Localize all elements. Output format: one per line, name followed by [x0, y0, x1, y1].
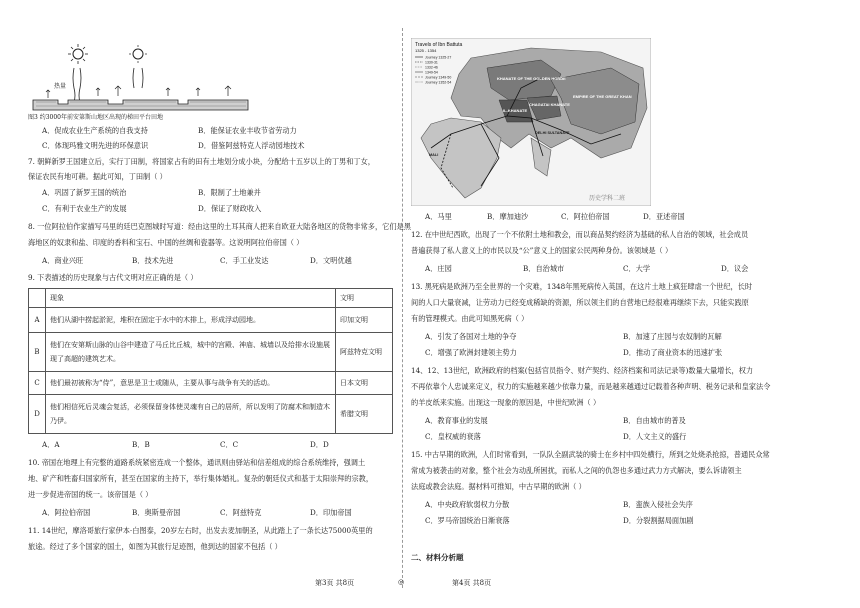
q7-option-b[interactable]: B．限制了土地兼并	[198, 188, 261, 197]
row-phenomenon: 他们在安第斯山脉的山谷中建造了马丘比丘城，城中的宫殿、神庙、城墙以及给排水设施展现了高超的建筑艺术。	[46, 333, 336, 372]
q8-option-a[interactable]: A．商业兴旺	[42, 256, 84, 265]
ibn-battuta-travel-map	[411, 38, 651, 206]
q7-option-d[interactable]: D．保证了财政收入	[198, 204, 262, 213]
legend-item: Journey 1349-50	[425, 75, 452, 80]
q9-stem: 9. 下表描述的历史现象与古代文明对应正确的是（ ）	[28, 273, 198, 282]
legend-item: 1330-31	[425, 60, 438, 65]
terrace-farming-figure	[28, 38, 258, 118]
region-mali: MALI	[429, 153, 439, 157]
q15-option-d[interactable]: D．分裂割据局面加剧	[623, 516, 694, 525]
q11-option-c[interactable]: C．阿拉伯帝国	[561, 212, 610, 221]
table-header-civilization: 文明	[336, 289, 393, 308]
q8-option-d[interactable]: D．文明优越	[310, 256, 352, 265]
q7-option-c[interactable]: C．有利于农业生产的发展	[42, 204, 127, 213]
legend-item: Journey 1325-27	[425, 55, 452, 60]
q13-text-2: 间的人口大量衰减，让劳动力已经变成稀缺的资源，所以领主们的自营地已经很难再继续下去，只能实践原	[411, 298, 749, 307]
q11-option-a[interactable]: A．马里	[425, 212, 452, 221]
q11-option-b[interactable]: B．摩加迪沙	[487, 212, 529, 221]
table-header-row	[29, 289, 393, 308]
q12-option-b[interactable]: B．自治城市	[523, 264, 565, 273]
q9-option-c[interactable]: C．C	[220, 440, 239, 449]
q13-option-d[interactable]: D．推动了商业资本的迅速扩张	[623, 348, 723, 357]
q13-option-c[interactable]: C．增强了欧洲封建领主势力	[425, 348, 517, 357]
q12-text-1: 12. 在中世纪西欧，出现了一个不依附土地和教会，而以商品契约经济为基础的私人自治的领域，社会成员	[411, 230, 749, 239]
table-row	[29, 395, 393, 434]
heat-label: 热量	[54, 83, 67, 90]
q9-option-a[interactable]: A．A	[42, 440, 60, 449]
q6-option-d[interactable]: D．借鉴阿兹特克人浮动园地技术	[198, 141, 305, 150]
row-label: C	[29, 372, 46, 395]
figure-caption: 图3 约3000年前安第斯山地区出现的梯田平台田地	[28, 114, 163, 121]
q14-text-2: 不再依靠个人忠诚来定义，权力的实施越来越少依靠力量，而是越来越通过记载着各种声明、税务记录和皇家法令	[411, 382, 771, 391]
q6-option-a[interactable]: A．促成农业生产系统的自我支持	[42, 126, 148, 135]
q7-option-a[interactable]: A．巩固了新罗王国的统治	[42, 188, 127, 197]
row-phenomenon: 他们从湖中捞起淤泥，堆积在固定于水中的木排上，形成浮动园地。	[46, 308, 336, 333]
column-divider	[402, 28, 403, 588]
q10-option-d[interactable]: D．印加帝国	[310, 508, 352, 517]
footer-page-left: 第3页 共8页	[315, 579, 355, 587]
heat-arrows-icon	[73, 68, 143, 102]
q6-option-c[interactable]: C．体现玛雅文明先进的环保意识	[42, 141, 149, 150]
q8-option-b[interactable]: B．技术先进	[132, 256, 174, 265]
row-label: D	[29, 395, 46, 434]
q15-option-a[interactable]: A．中央政府软弱权力分散	[425, 500, 510, 509]
row-label: B	[29, 333, 46, 372]
q8-option-c[interactable]: C．手工业发达	[220, 256, 269, 265]
q12-option-c[interactable]: C．大学	[623, 264, 651, 273]
q14-text-3: 的羊皮纸来实施。出现这一现象的原因是，中世纪欧洲（ ）	[411, 398, 601, 407]
q15-option-c[interactable]: C．罗马帝国统治日渐衰落	[425, 516, 510, 525]
q12-text-2: 普遍获得了私人意义上的市民以及“公”意义上的国家公民两种身份。该领域是（ ）	[411, 246, 673, 255]
moon-icon	[129, 45, 147, 63]
q11-option-d[interactable]: D．亚述帝国	[643, 212, 685, 221]
q10-option-c[interactable]: C．阿兹特克	[220, 508, 262, 517]
q7-text-1: 7. 朝鲜新罗王国建立后，实行丁田制，将国家占有的田有土地划分成小块，分配给十五岁以上的丁男和丁女，	[28, 157, 375, 166]
map-title: Travels of Ibn Battuta	[415, 42, 463, 48]
q14-text-1: 14、12、13世纪，欧洲政府的档案(包括官员指令、财产契约、经济档案和司法记录等)数量大量增长，权力	[411, 366, 754, 375]
q10-option-b[interactable]: B．奥斯曼帝国	[132, 508, 181, 517]
legend-item: 1332-46	[425, 65, 438, 70]
map-years: 1325 - 1354	[415, 48, 437, 53]
table-header-phenomenon: 现象	[46, 289, 336, 308]
q8-text-1: 8. 一位阿拉伯作家描写马里的廷巴克图城时写道：经由这里的土耳其商人把来自欧亚大陆各地区的货物非常多，它们是黑	[28, 222, 411, 231]
q12-option-d[interactable]: D．议会	[721, 264, 749, 273]
q15-text-2: 常成为被袭击的对象，整个社会为动乱所困扰，而私人之间的仇怨也多通过武力方式解决，要么诉请领主	[411, 466, 742, 475]
table-row	[29, 333, 393, 372]
sun-icon	[68, 44, 88, 64]
q9-option-d[interactable]: D．D	[310, 440, 329, 449]
region-delhi: DELHI SULTANATE	[535, 131, 570, 135]
q14-option-a[interactable]: A．教育事业的发展	[425, 416, 488, 425]
row-phenomenon: 他们最初被称为“侍”，意思是卫士或随从，主要从事与战争有关的活动。	[46, 372, 336, 395]
q13-text-3: 有的管理模式。由此可知黑死病（ ）	[411, 314, 529, 323]
row-phenomenon: 他们相信死后灵魂会复活，必须保留身体使灵魂有自己的居所，所以发明了防腐术和制造木乃伊。	[46, 395, 336, 434]
region-great-khan: EMPIRE OF THE GREAT KHAN	[573, 94, 632, 99]
q10-text-2: 地、矿产和牲畜归国家所有，甚至在国家的主持下，举行集体婚礼。复杂的朝廷仪式和基于太阳崇拜的宗教，	[28, 474, 374, 483]
q10-option-a[interactable]: A．阿拉伯帝国	[42, 508, 91, 517]
row-civilization: 希腊文明	[336, 395, 393, 434]
q10-text-1: 10. 帝国在地理上有完整的道路系统紧密连成一个整体，通讯则由驿站和信差组成的综合系统维持，强调土	[28, 458, 366, 467]
terrace-platforms	[33, 100, 248, 110]
row-civilization: 日本文明	[336, 372, 393, 395]
legend-item: Journey 1352-54	[425, 80, 452, 85]
q14-option-b[interactable]: B．自由城市的普及	[623, 416, 686, 425]
table-header-label	[29, 289, 46, 308]
q13-text-1: 13. 黑死病是欧洲乃至全世界的一个灾难，1348年黑死病传入英国，在这片土地上疯狂肆虐一个世纪，长时	[411, 282, 753, 291]
region-golden-horde: KHANATE OF THE GOLDEN HORDE	[497, 76, 566, 81]
table-row	[29, 308, 393, 333]
q13-option-b[interactable]: B．加速了庄园与农奴制的瓦解	[623, 332, 722, 341]
q12-option-a[interactable]: A．庄园	[425, 264, 452, 273]
region-chagatai: CHAGATAI KHANATE	[529, 102, 570, 107]
q14-option-c[interactable]: C．皇权威的衰落	[425, 432, 481, 441]
footer-separator-icon: ◎	[398, 578, 405, 586]
q9-table	[28, 288, 393, 434]
q11-text-2: 旅途。经过了多个国家的国土，如图为其旅行足迹图，他到达的国家不包括（ ）	[28, 542, 282, 551]
q11-text-1: 11. 14世纪，摩洛哥旅行家伊本·白图泰，20岁左右时，出发去麦加朝圣，从此踏上了一条长达75000英里的	[28, 526, 373, 535]
legend-item: 1349-54	[425, 70, 438, 75]
q8-text-2: 海地区的奴隶和盐、印度的香料和宝石、中国的丝绸和瓷器等。这说明阿拉伯帝国（ ）	[28, 238, 304, 247]
q9-option-b[interactable]: B．B	[132, 440, 150, 449]
q14-option-d[interactable]: D．人文主义的盛行	[623, 432, 687, 441]
region-il-khanate: IL-KHANATE	[503, 108, 528, 113]
q15-text-3: 法庭或教会法庭。据材料可推知，中古早期的欧洲（ ）	[411, 482, 586, 491]
q15-text-1: 15. 中古早期的欧洲，人们时常看到，一队队全副武装的骑士在乡村中四处横行，所到之处烧杀抢掠，普通民众常	[411, 450, 770, 459]
row-civilization: 阿兹特克文明	[336, 333, 393, 372]
section-title: 二、材料分析题	[411, 553, 464, 562]
q6-option-b[interactable]: B．能保证农业丰收节省劳动力	[198, 126, 297, 135]
map-watermark: 历史学科二班	[589, 195, 626, 202]
q7-text-2: 保证农民有地可耕。据此可知，丁田制（ ）	[28, 172, 167, 181]
table-row	[29, 372, 393, 395]
row-label: A	[29, 308, 46, 333]
row-civilization: 印加文明	[336, 308, 393, 333]
footer-page-right: 第4页 共8页	[452, 579, 492, 587]
q10-text-3: 进一步促进帝国的统一。该帝国是（ ）	[28, 490, 153, 499]
q13-option-a[interactable]: A．引发了各国对土地的争夺	[425, 332, 517, 341]
q15-option-b[interactable]: B．蛮族入侵社会失序	[623, 500, 693, 509]
